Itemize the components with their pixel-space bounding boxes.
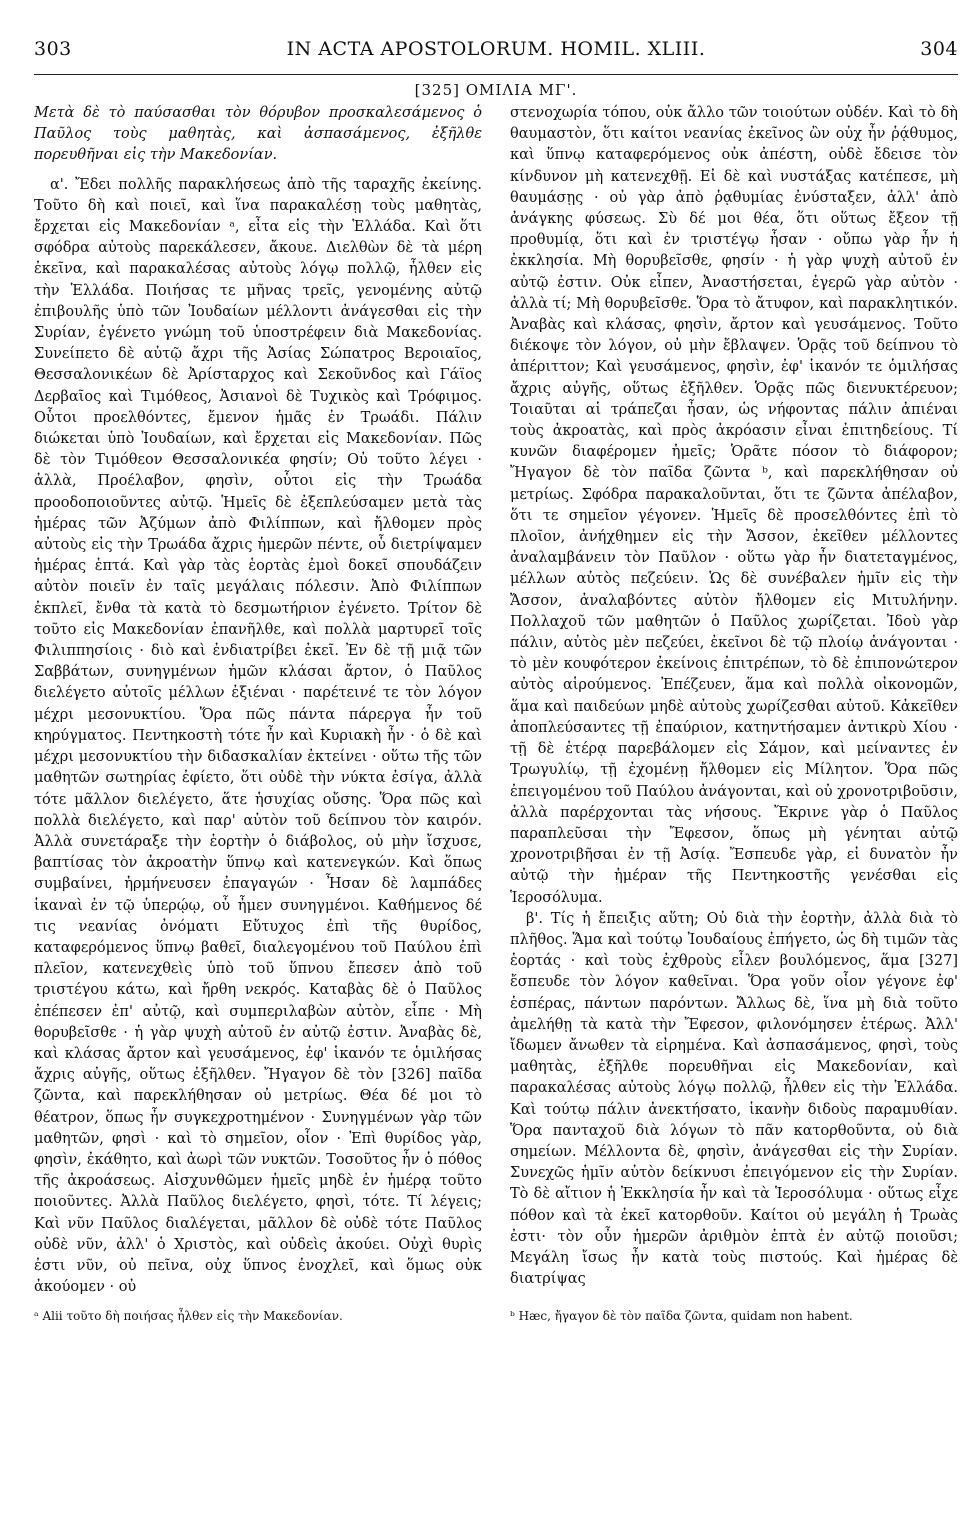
header-rule bbox=[34, 74, 958, 75]
right-paragraph: β'. Τίς ἡ ἔπειξις αὕτη; Οὐ διὰ τὴν ἑορτὴν, ἀλλὰ διὰ τὸ πλῆθος. Ἅμα καὶ τούτῳ Ἰουδαίους ἐπήγετο, ὡς δὴ τιμῶν τὰς ἑορτάς · καὶ τοὺς ἐχθροὺς εἷλεν βουλόμενος, ἅμα [327] ἔσπευδε τὸν λόγον καθεῖναι. Ὅρα γοῦν οἷον γέγονε ἐφ' ἑσπέρας, πάντων παρόντων. Ἄλλως δὲ, ἵνα μὴ διὰ τοῦτο ἀμελήθῃ τὰ κατὰ τὴν Ἔφεσον, φιλονόμησεν ἑτέρως. Ἀλλ' ἴδωμεν ἄνωθεν τὰ εἰρημένα. Καὶ ἀσπασάμενος, φησὶ, τοὺς μαθητὰς, ἐξῆλθε πορευθῆναι εἰς Μακεδονίαν, καὶ παρακαλέσας αὐτοὺς λόγῳ πολλῷ, ἦλθεν εἰς τὴν Ἑλλάδα. Καὶ τούτῳ πάλιν ἀνεκτήσατο, ἱκανὴν διδοὺς παραμυθίαν. Ὅρα πανταχοῦ διὰ λόγων τὸ πᾶν κατορθοῦντα, οὐ διὰ σημείων. Μέλλοντα δὲ, φησὶν, ἀνάγεσθαι εἰς τὴν Συρίαν. Συνεχῶς ἡμῖν αὐτὸν δείκνυσι ἐπειγόμενον εἰς τὴν Συρίαν. Τὸ δὲ αἴτιον ἡ Ἐκκλησία ἦν καὶ τὰ Ἱεροσόλυμα · οὕτως εἶχε πόθον καὶ τὰ ἐκεῖ κατορθοῦν. Καίτοι οὐ μεγάλη ἡ Τρωὰς ἐστι· τὸν οὖν ἡμερῶν ἀριθμὸν ἑπτὰ ἐν αὐτῷ ποιοῦσι; Μεγάλη ἴσως ἦν κατὰ τοὺς πιστούς. Καὶ ἡμέρας δὲ διατρίψας bbox=[510, 910, 958, 1288]
footnote-b: ᵇ Hæc, ἤγαγον δὲ τὸν παῖδα ζῶντα, quidam non habent. bbox=[510, 1309, 853, 1324]
page-number-left: 303 bbox=[34, 38, 72, 60]
left-column bbox=[34, 103, 482, 1298]
running-title: IN ACTA APOSTOLORUM. HOMIL. XLIII. bbox=[286, 38, 706, 60]
text-columns bbox=[34, 103, 958, 1298]
scripture-intro: Μετὰ δὲ τὸ παύσασθαι τὸν θόρυβον προσκαλεσάμενος ὁ Παῦλος τοὺς μαθητὰς, καὶ ἀσπασάμενος, ἐξῆλθε πορευθῆναι εἰς τὴν Μακεδονίαν. bbox=[34, 105, 482, 164]
running-head bbox=[34, 30, 958, 60]
footnotes bbox=[34, 1308, 958, 1324]
right-column bbox=[510, 103, 958, 1298]
footnote-a: ᵃ Alii τοῦτο δὴ ποιήσας ἦλθεν εἰς τὴν Μακεδονίαν. bbox=[34, 1309, 343, 1324]
right-paragraph: στενοχωρία τόπου, οὐκ ἄλλο τῶν τοιούτων οὐδέν. Καὶ τὸ δὴ θαυμαστὸν, ὅτι καίτοι νεανίας ἐκεῖνος ὢν οὐχ ἦν ῥᾴθυμος, καὶ ὕπνῳ καταφερόμενος οὐκ ἀπέστη, οὐδὲ ἔδεισε τὸν κίνδυνον μὴ κατενεχθῇ. Εἰ δὲ καὶ νυστάξας κατέπεσε, μὴ θαυμάσῃς · οὐ γὰρ ἀπὸ ῥᾳθυμίας ἐνύσταξεν, ἀλλ' ἀπὸ ἀνάγκης φύσεως. Σὺ δέ μοι θέα, ὅτι οὕτως ἔξεον τῇ προθυμίᾳ, ὅτι καὶ ἐν τριστέγῳ ἦσαν · οὔπω γὰρ ἦν ἡ ἐκκλησία. Μὴ θορυβεῖσθε, φησίν · ἡ γὰρ ψυχὴ αὐτοῦ ἐν αὐτῷ ἐστιν. Οὐκ εἶπεν, Ἀναστήσεται, ἐγερῶ γὰρ αὐτὸν · ἀλλὰ τί; Μὴ θορυβεῖσθε. Ὅρα τὸ ἄτυφον, καὶ παρακλητικόν. Ἀναβὰς καὶ κλάσας, φησὶν, ἄρτον καὶ γευσάμενος. Τοῦτο διέκοψε τὸν λόγον, οὐ μὴν ἔβλαψεν. Ὁρᾷς τοῦ δείπνου τὸ ἀπέριττον; Καὶ γευσάμενος, φησὶν, ἐφ' ἱκανόν τε ὁμιλήσας ἄχρις αὐγῆς, οὕτως ἐξῆλθεν. Ὁρᾷς πῶς διενυκτέρευον; Τοιαῦται αἱ τράπεζαι ἦσαν, ὡς νήφοντας πάλιν ἀπιέναι τοὺς ἀκροατὰς, καὶ πρὸς ἀκρόασιν εἶναι ἐπιτηδείους. Τί κυνῶν διαφέρομεν ἡμεῖς; Ὁρᾶτε πόσον τὸ διάφορον; Ἤγαγον δὲ τὸν παῖδα ζῶντα ᵇ, καὶ παρεκλήθησαν οὐ μετρίως. Σφόδρα παρακαλοῦνται, ὅτι τε ζῶντα ἀπέλαβον, ὅτι τε σημεῖον γέγονεν. Ἡμεῖς δὲ προσελθόντες ἐπὶ τὸ πλοῖον, ἀνήχθημεν εἰς τὴν Ἄσσον, ἐκεῖθεν μέλλοντες ἀναλαμβάνειν τὸν Παῦλον · οὕτω γὰρ ἦν διατεταγμένος, μέλλων αὐτὸς πεζεύειν. Ὡς δὲ συνέβαλεν ἡμῖν εἰς τὴν Ἄσσον, ἀναλαβόντες αὐτὸν ἤλθομεν εἰς Μιτυλήνην. Πολλαχοῦ τῶν μαθητῶν ὁ Παῦλος χωρίζεται. Ἰδοὺ γὰρ πάλιν, αὐτὸς μὲν πεζεύει, ἐκεῖνοι δὲ τῷ πλοίῳ ἀνάγονται · τὸ μὲν κουφότερον ἐκείνοις ἐπιτρέπων, τὸ δὲ ἐπιπονώτερον αὐτὸς αἱρούμενος. Ἐπέζευεν, ἅμα καὶ πολλὰ οἰκονομῶν, ἅμα καὶ παιδεύων μηδὲ αὐτοὺς χωρίζεσθαι αὐτοῦ. Κἀκεῖθεν ἀποπλεύσαντες τῇ ἐπαύριον, κατηντήσαμεν ἀντικρὺ Χίου · τῇ δὲ ἑτέρᾳ παρεβάλομεν εἰς Σάμον, καὶ μείναντες ἐν Τρωγυλίῳ, τῇ ἐχομένῃ ἤλθομεν εἰς Μίλητον. Ὅρα πῶς ἐπειγομένου τοῦ Παύλου ἀνάγονται, καὶ οὐ χρονοτριβοῦσιν, ἀλλὰ παρέρχονται τὰς νήσους. Ἔκρινε γὰρ ὁ Παῦλος παραπλεῦσαι τὴν Ἔφεσον, ὅπως μὴ γένηται αὐτῷ χρονοτριβῆσαι ἐν τῇ Ἀσίᾳ. Ἔσπευδε γὰρ, εἰ δυνατὸν ἦν αὐτῷ τὴν ἡμέραν τῆς Πεντηκοστῆς γενέσθαι εἰς Ἱεροσόλυμα. bbox=[510, 105, 958, 906]
left-paragraph: α'. Ἔδει πολλῆς παρακλήσεως ἀπὸ τῆς ταραχῆς ἐκείνης. Τοῦτο δὴ καὶ ποιεῖ, καὶ ἵνα παρακαλέσῃ τοὺς μαθητὰς, ἔρχεται εἰς Μακεδονίαν ᵃ, εἶτα εἰς τὴν Ἑλλάδα. Καὶ ὅτι σφόδρα αὐτοὺς παρεκάλεσεν, ἄκουε. Διελθὼν δὲ τὰ μέρη ἐκεῖνα, καὶ παρακαλέσας αὐτοὺς λόγῳ πολλῷ, ἦλθεν εἰς τὴν Ἑλλάδα. Ποιήσας τε μῆνας τρεῖς, γενομένης αὐτῷ ἐπιβουλῆς ὑπὸ τῶν Ἰουδαίων μέλλοντι ἀνάγεσθαι εἰς τὴν Συρίαν, ἐγένετο γνώμη τοῦ ὑποστρέφειν διὰ Μακεδονίας. Συνείπετο δὲ αὐτῷ ἄχρι τῆς Ἀσίας Σώπατρος Βεροιαῖος, Θεσσαλονικέων δὲ Ἀρίσταρχος καὶ Σεκοῦνδος καὶ Γάϊος Δερβαῖος καὶ Τιμόθεος, Ἀσιανοὶ δὲ Τυχικὸς καὶ Τρόφιμος. Οὗτοι προελθόντες, ἔμενον ἡμᾶς ἐν Τρωάδι. Πάλιν διώκεται ὑπὸ Ἰουδαίων, καὶ ἔρχεται εἰς Μακεδονίαν. Πῶς δὲ τὸν Τιμόθεον Θεσσαλονικέα φησίν; Οὐ τοῦτο λέγει · ἀλλὰ, Προέλαβον, φησὶν, οὗτοι εἰς τὴν Τρωάδα προοδοποιοῦντες αὐτῷ. Ἡμεῖς δὲ ἐξεπλεύσαμεν μετὰ τὰς ἡμέρας τῶν Ἀζύμων ἀπὸ Φιλίππων, καὶ ἤλθομεν πρὸς αὐτοὺς εἰς τὴν Τρωάδα ἄχρις ἡμερῶν πέντε, οὗ διετρίψαμεν ἡμέρας ἑπτά. Καὶ γὰρ τὰς ἑορτὰς ἐμοὶ δοκεῖ σπουδάζειν αὐτὸν ποιεῖν ἐν ταῖς μεγάλαις πόλεσιν. Ἀπὸ Φιλίππων ἐκπλεῖ, ἔνθα τὰ κατὰ τὸ δεσμωτήριον ἐγένετο. Τρίτον δὲ τοῦτο εἰς Μακεδονίαν ἐπανῆλθε, καὶ πολλὰ μαρτυρεῖ τοῖς Φιλιππησίοις · διὸ καὶ ἐνδιατρίβει ἐκεῖ. Ἐν δὲ τῇ μιᾷ τῶν Σαββάτων, συνηγμένων ἡμῶν κλάσαι ἄρτον, ὁ Παῦλος διελέγετο αὐτοῖς μέλλων ἐξιέναι · παρέτεινέ τε τὸν λόγον μέχρι μεσονυκτίου. Ὅρα πῶς πάντα πάρεργα ἦν τοῦ κηρύγματος. Πεντηκοστὴ τότε ἦν καὶ Κυριακὴ ἦν · ὁ δὲ καὶ μέχρι μεσονυκτίου τὴν διδασκαλίαν ἐκτείνει · οὕτω τῆς τῶν μαθητῶν σωτηρίας ἐφίετο, ὅτι οὐδὲ τὴν νύκτα ἐσίγα, ἀλλὰ τότε μᾶλλον διελέγετο, ἅτε ἡσυχίας οὔσης. Ὅρα πῶς καὶ πολλὰ διελέγετο, καὶ παρ' αὐτὸν τοῦ δείπνου τὸν καιρόν. Ἀλλὰ συνετάραξε τὴν ἑορτὴν ὁ διάβολος, οὐ μὴν ἴσχυσε, βαπτίσας τὸν ἀκροατὴν ὕπνῳ καὶ κατενεγκών. Καὶ ὅπως συμβαίνει, ἡρμήνευσεν ἐπαγαγών · Ἦσαν δὲ λαμπάδες ἱκαναὶ ἐν τῷ ὑπερῴῳ, οὗ ἦμεν συνηγμένοι. Καθήμενος δέ τις νεανίας ὀνόματι Εὔτυχος ἐπὶ τῆς θυρίδος, καταφερόμενος ὕπνῳ βαθεῖ, διαλεγομένου τοῦ Παύλου ἐπὶ πλεῖον, κατενεχθεὶς ὑπὸ τοῦ ὕπνου ἔπεσεν ἀπὸ τοῦ τριστέγου κάτω, καὶ ἤρθη νεκρός. Καταβὰς δὲ ὁ Παῦλος ἐπέπεσεν ἐπ' αὐτῷ, καὶ συμπεριλαβὼν αὐτὸν, εἶπε · Μὴ θορυβεῖσθε · ἡ γὰρ ψυχὴ αὐτοῦ ἐν αὐτῷ ἐστιν. Ἀναβὰς δὲ, καὶ κλάσας ἄρτον καὶ γευσάμενος, ἐφ' ἱκανόν τε ὁμιλήσας ἄχρις αὐγῆς, οὕτως ἐξῆλθεν. Ἤγαγον δὲ τὸν [326] παῖδα ζῶντα, καὶ παρεκλήθησαν οὐ μετρίως. Θέα δέ μοι τὸ θέατρον, ὅπως ἦν συγκεχροτημένον · Συνηγμένων γὰρ τῶν μαθητῶν, φησὶ · καὶ τὸ σημεῖον, οἷον · Ἐπὶ θυρίδος γὰρ, φησὶν, ἐκάθητο, καὶ ἀωρὶ τῶν νυκτῶν. Τοσοῦτος ἦν ὁ πόθος τῆς ἀκροάσεως. Αἰσχυνθῶμεν ἡμεῖς μηδὲ ἐν ἡμέρᾳ τοῦτο ποιοῦντες. Ἀλλὰ Παῦλος διελέγετο, φησὶ, τότε. Τί λέγεις; Καὶ νῦν Παῦλος διαλέγεται, μᾶλλον δὲ οὐδὲ τότε Παῦλος οὐδὲ νῦν, ἀλλ' ὁ Χριστὸς, καὶ οὐδεὶς ἀκούει. Οὐχὶ θυρὶς ἐστι νῦν, οὐ πεῖνα, οὐχ ὕπνος ἐνοχλεῖ, καὶ ὅμως οὐκ ἀκούομεν · οὐ bbox=[34, 176, 482, 1296]
homily-heading: [325] ΟΜΙΛΙΑ ΜΓ'. bbox=[414, 81, 578, 99]
page-number-right: 304 bbox=[920, 38, 958, 60]
